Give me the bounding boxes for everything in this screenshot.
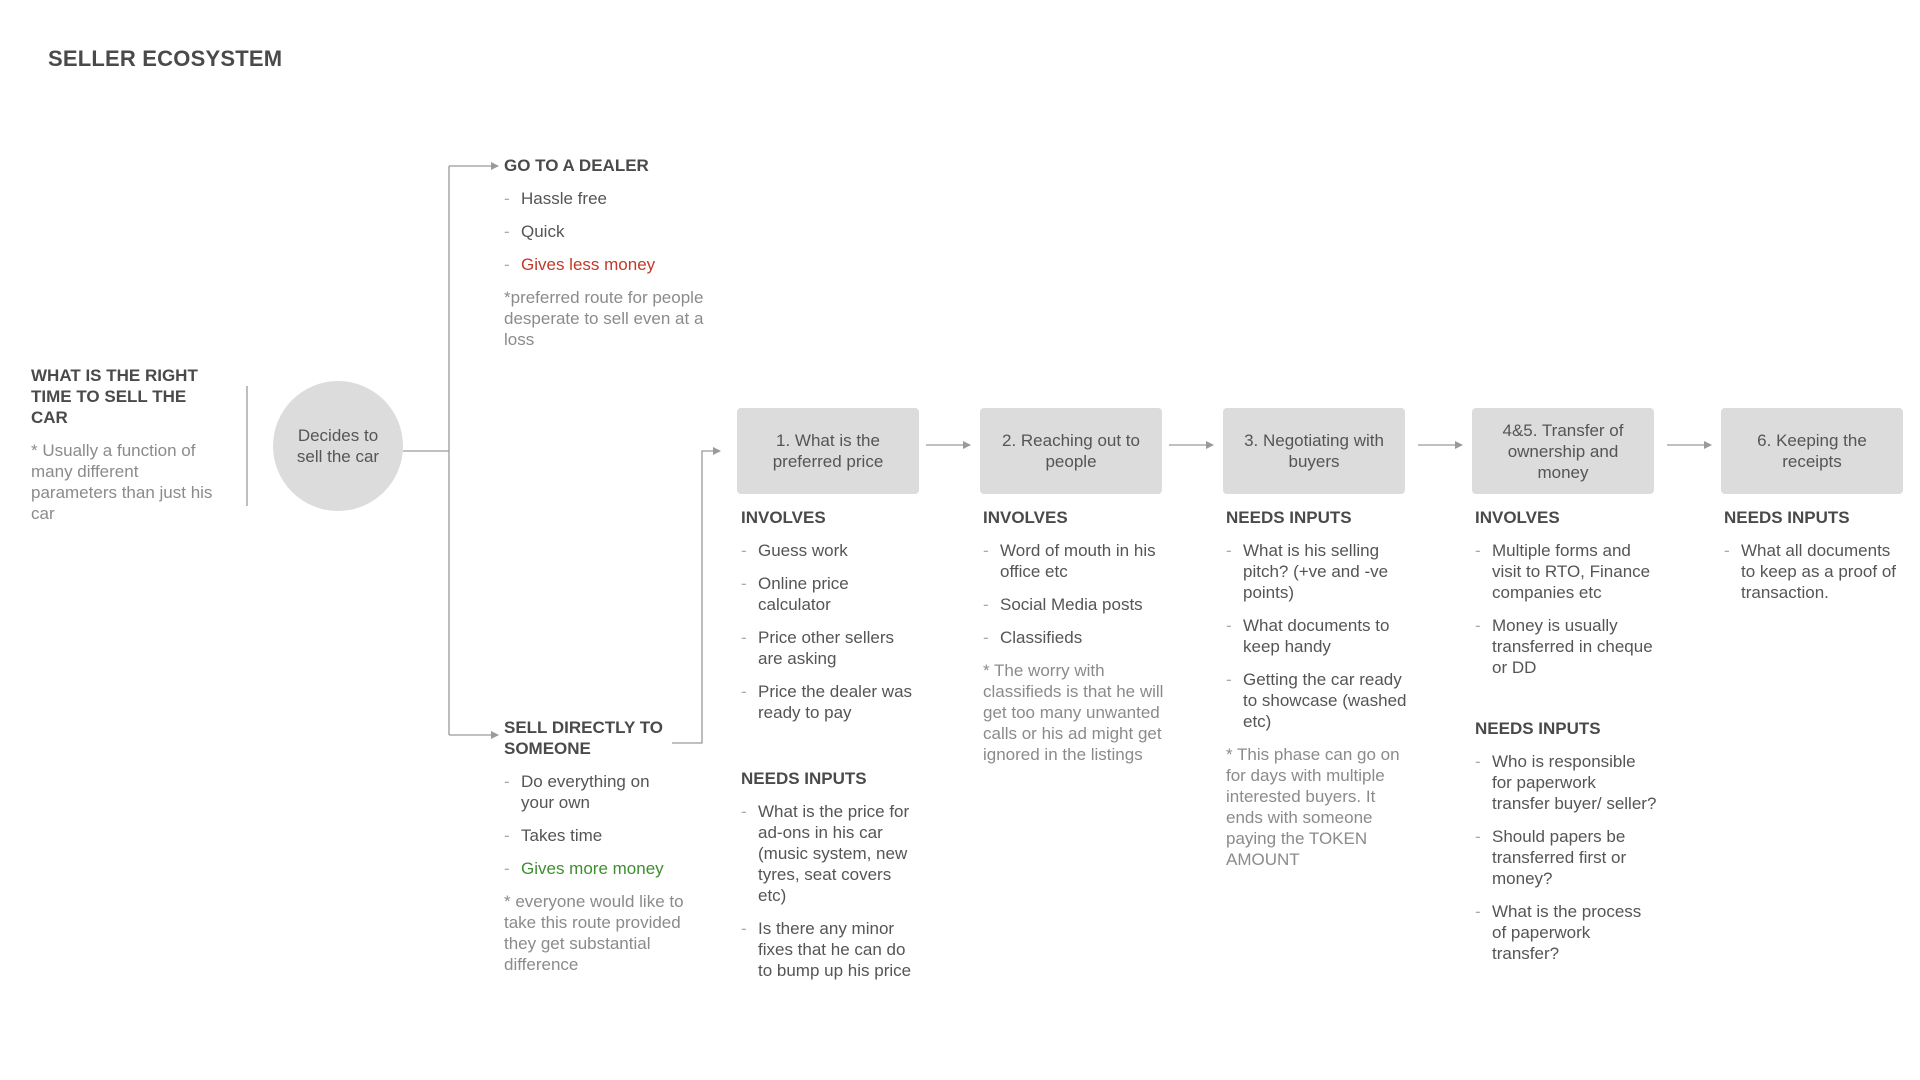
decision-label: Decides to sell the car [296,426,380,466]
list-item: - Classifieds [983,627,1165,648]
section-heading: INVOLVES [983,508,1068,527]
step-note: * This phase can go on for days with multiple interested buyers. It ends with someone paying the TOKEN AMOUNT [1226,745,1400,869]
step-box-3 [1223,408,1405,494]
step-box-1 [737,408,919,494]
dealer-list [504,188,704,275]
dealer-note: *preferred route for people desperate to sell even at a loss [504,288,704,349]
list-item: - What all documents to keep as a proof of transaction. [1724,540,1906,603]
list-item: - Online price calculator [741,573,923,615]
list-item: - What is his selling pitch? (+ve and -ve points) [1226,540,1408,603]
arrow-direct-to-step1 [672,451,720,743]
list-item: - What is the process of paperwork transfer? [1475,901,1657,964]
step-box-4 [1472,408,1654,494]
step-box-2 [980,408,1162,494]
list-item: - Who is responsible for paperwork transfer buyer/ seller? [1475,751,1657,814]
list-item: - Guess work [741,540,923,561]
question-note: * Usually a function of many different parameters than just his car [31,441,213,523]
list-item-negative: - Gives less money [504,254,704,275]
list-item: - What is the price for ad-ons in his car (music system, new tyres, seat covers etc) [741,801,923,906]
step-1-details [741,505,923,981]
dealer-heading: GO TO A DEALER [504,156,649,175]
list-item: - Money is usually transferred in cheque or DD [1475,615,1657,678]
section-heading: NEEDS INPUTS [1475,719,1601,738]
involves-list [741,540,923,723]
direct-heading: SELL DIRECTLY TO SOMEONE [504,718,664,758]
list-item: - Should papers be transferred first or money? [1475,826,1657,889]
list-item: - Price other sellers are asking [741,627,923,669]
section-heading: INVOLVES [741,508,826,527]
involves-list [1475,540,1657,678]
question-heading: WHAT IS THE RIGHT TIME TO SELL THE CAR [31,366,198,427]
list-item: - Word of mouth in his office etc [983,540,1165,582]
step-2-details [983,505,1165,765]
list-item: - Getting the car ready to showcase (washed etc) [1226,669,1408,732]
direct-route [504,717,684,975]
section-heading: NEEDS INPUTS [1226,508,1352,527]
direct-list [504,771,684,879]
list-item: - Is there any minor fixes that he can do to bump up his price [741,918,923,981]
section-heading: NEEDS INPUTS [1724,508,1850,527]
list-item: - Multiple forms and visit to RTO, Finance companies etc [1475,540,1657,603]
decision-circle [273,381,403,511]
step-box-5 [1721,408,1903,494]
list-item: - Social Media posts [983,594,1165,615]
step-note: * The worry with classifieds is that he will get too many unwanted calls or his ad might get ignored in the listings [983,661,1164,764]
list-item: - Price the dealer was ready to pay [741,681,923,723]
section-heading: NEEDS INPUTS [741,769,867,788]
page-title: SELLER ECOSYSTEM [48,46,283,71]
step-title: 1. What is the preferred price [772,431,884,471]
involves-list [983,540,1165,648]
step-5-details [1724,505,1906,603]
step-4-details [1475,505,1657,964]
list-item: - Quick [504,221,704,242]
list-item: - What documents to keep handy [1226,615,1408,657]
needs-inputs-list [1226,540,1408,732]
needs-inputs-list [1475,751,1657,964]
needs-inputs-list [1724,540,1906,603]
list-item: - Takes time [504,825,684,846]
step-3-details [1226,505,1408,870]
list-item-positive: - Gives more money [504,858,684,879]
step-title: 4&5. Transfer of ownership and money [1502,420,1624,482]
direct-note: * everyone would like to take this route provided they get substantial difference [504,892,684,974]
step-title: 3. Negotiating with buyers [1244,431,1384,471]
step-title: 6. Keeping the receipts [1757,431,1867,471]
step-title: 2. Reaching out to people [1002,431,1140,471]
needs-inputs-list [741,801,923,981]
list-item: - Hassle free [504,188,704,209]
section-heading: INVOLVES [1475,508,1560,527]
list-item: - Do everything on your own [504,771,684,813]
dealer-route [504,155,704,350]
